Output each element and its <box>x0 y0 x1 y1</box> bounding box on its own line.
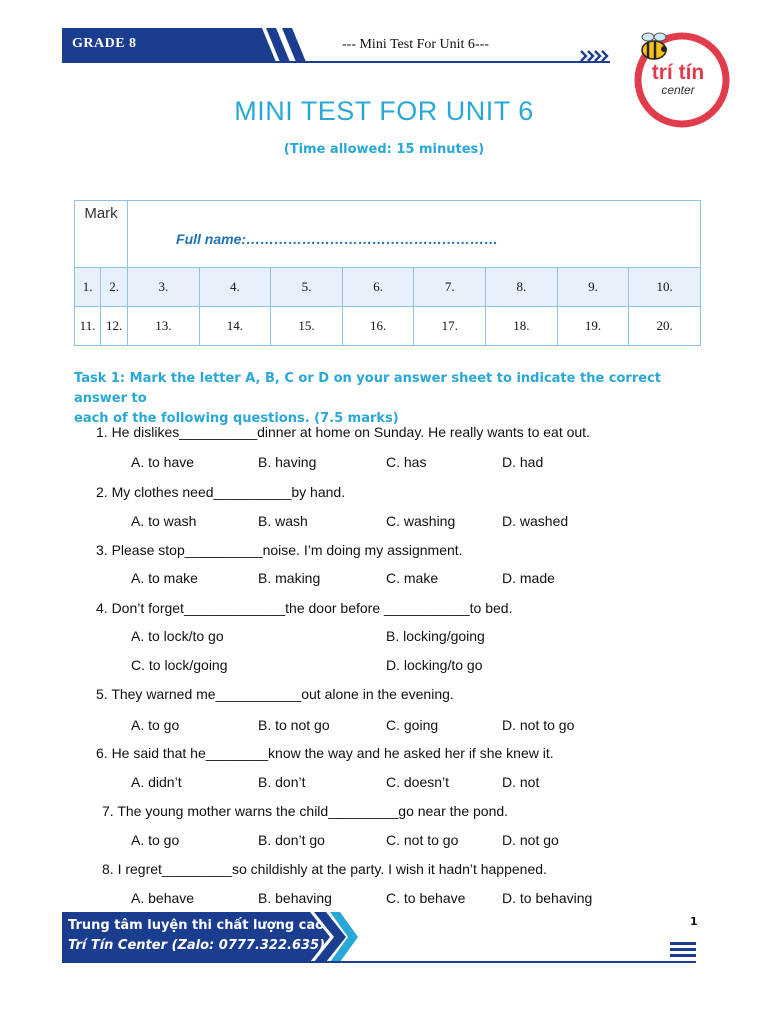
question-2-option-b[interactable]: B. wash <box>258 513 308 529</box>
grade-label: GRADE 8 <box>72 36 137 51</box>
page-number: 1 <box>690 915 698 928</box>
question-7: 7. The young mother warns the child_________go near the pond. <box>102 803 509 819</box>
question-6-option-a[interactable]: A. didn’t <box>131 774 182 790</box>
question-7-option-d[interactable]: D. not go <box>502 832 559 848</box>
page-title: MINI TEST FOR UNIT 6 <box>234 96 534 126</box>
question-1-option-c[interactable]: C. has <box>386 454 427 470</box>
question-3-option-a[interactable]: A. to make <box>131 570 198 586</box>
header-title: --- Mini Test For Unit 6--- <box>342 37 489 52</box>
question-2-option-a[interactable]: A. to wash <box>131 513 197 529</box>
question-3-option-b[interactable]: B. making <box>258 570 321 586</box>
question-8-option-b[interactable]: B. behaving <box>258 890 332 906</box>
answer-cell[interactable]: 14. <box>199 307 271 346</box>
question-6-option-b[interactable]: B. don’t <box>258 774 306 790</box>
question-5: 5. They warned me___________out alone in the evening. <box>96 686 454 702</box>
answer-cell[interactable]: 17. <box>414 307 486 346</box>
question-8-option-d[interactable]: D. to behaving <box>502 890 593 906</box>
question-4-option-d[interactable]: D. locking/to go <box>386 657 483 673</box>
logo-line2: center <box>661 83 695 97</box>
question-2: 2. My clothes need__________by hand. <box>96 484 346 500</box>
mark-cell: Mark <box>75 201 128 268</box>
task-1-line-2: each of the following questions. (7.5 marks) <box>74 411 399 426</box>
question-3: 3. Please stop__________noise. I’m doing my assignment. <box>96 542 463 558</box>
answer-cell[interactable]: 18. <box>486 307 558 346</box>
answer-cell[interactable]: 10. <box>629 268 701 307</box>
answer-cell[interactable]: 19. <box>557 307 629 346</box>
question-1-option-d[interactable]: D. had <box>502 454 544 470</box>
answer-row-2 <box>75 307 701 346</box>
question-5-option-a[interactable]: A. to go <box>131 717 180 733</box>
answer-cell[interactable]: 4. <box>199 268 271 307</box>
question-3-option-c[interactable]: C. make <box>386 570 439 586</box>
footer-line-2: Trí Tín Center (Zalo: 0777.322.635) <box>68 938 326 953</box>
footer-rule <box>62 961 696 963</box>
question-6: 6. He said that he________know the way and he asked her if she knew it. <box>96 745 554 761</box>
question-7-option-b[interactable]: B. don’t go <box>258 832 325 848</box>
answer-cell[interactable]: 16. <box>342 307 414 346</box>
question-5-option-b[interactable]: B. to not go <box>258 717 330 733</box>
answer-cell[interactable]: 6. <box>342 268 414 307</box>
question-3-option-d[interactable]: D. made <box>502 570 555 586</box>
question-7-option-a[interactable]: A. to go <box>131 832 180 848</box>
question-8: 8. I regret_________so childishly at the party. I wish it hadn’t happened. <box>102 861 547 877</box>
time-allowed: (Time allowed: 15 minutes) <box>283 142 485 157</box>
question-5-option-c[interactable]: C. going <box>386 717 439 733</box>
question-8-option-c[interactable]: C. to behave <box>386 890 466 906</box>
task-1-line-1: Task 1: Mark the letter A, B, C or D on your answer sheet to indicate the correct answer to <box>74 371 661 406</box>
full-name-field[interactable]: Full name:……………………………………………… <box>128 201 701 268</box>
footer-line-1: Trung tâm luyện thi chất lượng cao <box>68 918 325 933</box>
answer-cell[interactable]: 1. <box>75 268 101 307</box>
question-1-option-a[interactable]: A. to have <box>131 454 195 470</box>
logo-text <box>638 62 718 96</box>
question-4-option-a[interactable]: A. to lock/to go <box>131 628 224 644</box>
answer-cell[interactable]: 15. <box>271 307 343 346</box>
answer-cell[interactable]: 7. <box>414 268 486 307</box>
question-1-option-b[interactable]: B. having <box>258 454 317 470</box>
question-4: 4. Don’t forget_____________the door before ___________to bed. <box>96 600 513 616</box>
logo-line1: trí tín <box>651 61 705 84</box>
answer-cell[interactable]: 20. <box>629 307 701 346</box>
answer-sheet-table <box>74 200 701 346</box>
answer-cell[interactable]: 5. <box>271 268 343 307</box>
question-1: 1. He dislikes__________dinner at home on Sunday. He really wants to eat out. <box>96 424 590 440</box>
task-1-instructions <box>74 369 704 429</box>
answer-cell[interactable]: 13. <box>128 307 200 346</box>
answer-cell[interactable]: 11. <box>75 307 101 346</box>
question-5-option-d[interactable]: D. not to go <box>502 717 575 733</box>
question-4-option-c[interactable]: C. to lock/going <box>131 657 228 673</box>
question-4-option-b[interactable]: B. locking/going <box>386 628 485 644</box>
question-6-option-d[interactable]: D. not <box>502 774 540 790</box>
answer-cell[interactable]: 12. <box>101 307 128 346</box>
answer-cell[interactable]: 3. <box>128 268 200 307</box>
question-7-option-c[interactable]: C. not to go <box>386 832 459 848</box>
answer-cell[interactable]: 9. <box>557 268 629 307</box>
answer-cell[interactable]: 8. <box>486 268 558 307</box>
question-6-option-c[interactable]: C. doesn’t <box>386 774 450 790</box>
answer-row-1 <box>75 268 701 307</box>
question-2-option-c[interactable]: C. washing <box>386 513 456 529</box>
chevron-arrows-icon <box>580 47 610 66</box>
answer-cell[interactable]: 2. <box>101 268 128 307</box>
header-rule <box>62 61 610 63</box>
question-2-option-d[interactable]: D. washed <box>502 513 569 529</box>
question-8-option-a[interactable]: A. behave <box>131 890 195 906</box>
